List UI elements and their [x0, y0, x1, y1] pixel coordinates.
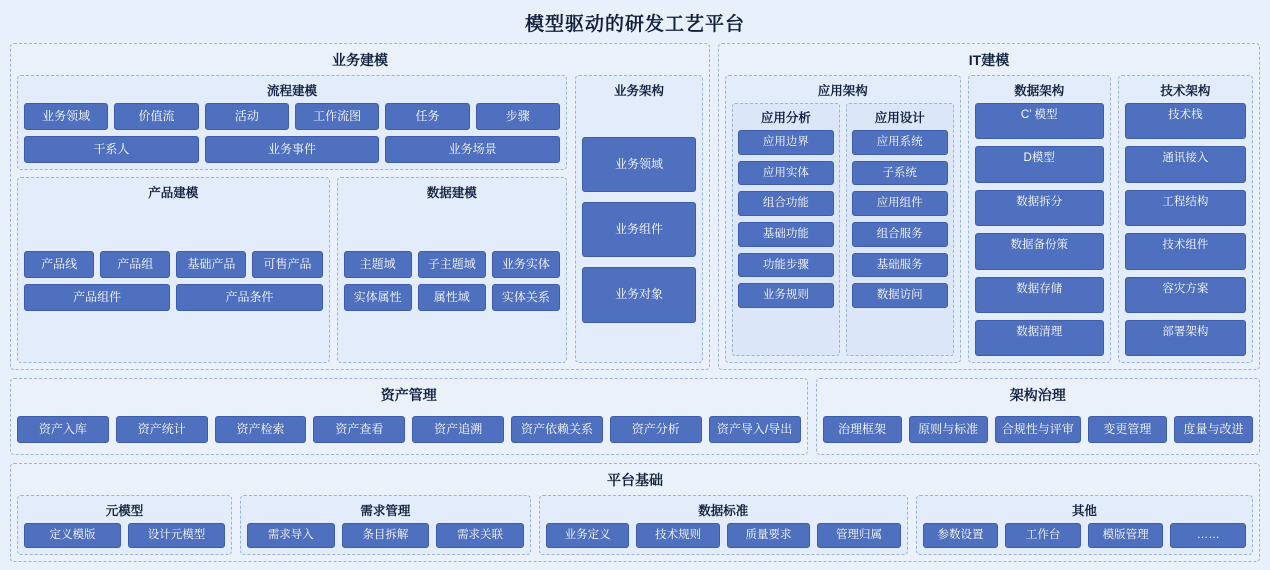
chip-workflow-diagram[interactable]: 工作流图	[295, 103, 379, 130]
chip-business-scenario[interactable]: 业务场景	[385, 136, 560, 163]
chip-product-condition[interactable]: 产品条件	[176, 284, 322, 311]
meta-model-group-wrap	[17, 495, 232, 555]
chip-item-breakdown[interactable]: 条目拆解	[342, 523, 430, 548]
chip-requirement-link[interactable]: 需求关联	[436, 523, 524, 548]
product-modeling-row-2	[24, 284, 323, 311]
chip-product-line[interactable]: 产品线	[24, 251, 94, 278]
chip-data-backup-policy[interactable]: 数据备份策	[975, 233, 1104, 269]
chip-engineering-structure[interactable]: 工程结构	[1125, 190, 1246, 226]
chip-d-model[interactable]: D模型	[975, 146, 1104, 182]
chip-data-access[interactable]: 数据访问	[852, 283, 948, 308]
chip-compliance-review[interactable]: 合规性与评审	[995, 416, 1081, 443]
chip-tech-stack[interactable]: 技术栈	[1125, 103, 1246, 139]
application-analysis-title: 应用分析	[760, 111, 811, 125]
chip-requirement-import[interactable]: 需求导入	[247, 523, 335, 548]
data-standard-group-wrap	[539, 495, 908, 555]
process-modeling-row-2	[24, 136, 560, 163]
application-analysis-group	[732, 103, 840, 356]
chip-basic-service[interactable]: 基础服务	[852, 253, 948, 278]
business-modeling-title: 业务建模	[332, 52, 388, 68]
chip-asset-search[interactable]: 资产检索	[215, 416, 307, 443]
process-modeling-row-1	[24, 103, 560, 130]
platform-foundation-title: 平台基础	[607, 472, 663, 489]
requirement-management-group-wrap	[240, 495, 531, 555]
architecture-governance-title: 架构治理	[1009, 387, 1066, 404]
it-modeling-title: IT建模	[968, 52, 1010, 68]
chip-entity-attribute[interactable]: 实体属性	[344, 284, 412, 311]
chip-basic-function[interactable]: 基础功能	[738, 222, 834, 247]
asset-management-panel	[10, 378, 808, 455]
chip-principles-standards[interactable]: 原则与标准	[909, 416, 988, 443]
chip-composite-function[interactable]: 组合功能	[738, 191, 834, 216]
asset-management-title: 资产管理	[380, 387, 437, 404]
chip-change-management[interactable]: 变更管理	[1088, 416, 1167, 443]
chip-product-group[interactable]: 产品组	[100, 251, 170, 278]
chip-business-rule[interactable]: 业务规则	[738, 283, 834, 308]
technical-architecture-group	[1118, 75, 1253, 363]
chip-business-event[interactable]: 业务事件	[205, 136, 380, 163]
data-architecture-group	[968, 75, 1111, 363]
chip-governance-framework[interactable]: 治理框架	[823, 416, 902, 443]
application-architecture-title: 应用架构	[817, 84, 868, 98]
chip-asset-analysis[interactable]: 资产分析	[610, 416, 702, 443]
chip-sellable-product[interactable]: 可售产品	[252, 251, 322, 278]
chip-parameter-settings[interactable]: 参数设置	[923, 523, 999, 548]
business-architecture-title: 业务架构	[613, 84, 664, 98]
chip-asset-view[interactable]: 资产查看	[313, 416, 405, 443]
chip-management-ownership[interactable]: 管理归属	[817, 523, 900, 548]
chip-quality-requirement[interactable]: 质量要求	[727, 523, 810, 548]
chip-measure-improve[interactable]: 度量与改进	[1174, 416, 1253, 443]
chip-data-storage[interactable]: 数据存储	[975, 277, 1104, 313]
data-modeling-row-2	[344, 284, 560, 311]
chip-template-management[interactable]: 模版管理	[1088, 523, 1164, 548]
chip-value-stream[interactable]: 价值流	[114, 103, 198, 130]
application-architecture-group	[725, 75, 961, 363]
chip-technical-rule[interactable]: 技术规则	[636, 523, 719, 548]
chip-define-template[interactable]: 定义模版	[24, 523, 121, 548]
chip-asset-intake[interactable]: 资产入库	[17, 416, 109, 443]
data-standard-group	[539, 495, 908, 555]
top-section	[10, 43, 1260, 370]
chip-activity[interactable]: 活动	[205, 103, 289, 130]
chip-disaster-recovery-plan[interactable]: 容灾方案	[1125, 277, 1246, 313]
business-architecture-column	[575, 75, 703, 363]
chip-step[interactable]: 步骤	[476, 103, 560, 130]
chip-subject-area[interactable]: 主题域	[344, 251, 412, 278]
process-modeling-title: 流程建模	[266, 84, 317, 98]
business-modeling-panel	[10, 43, 710, 370]
application-design-title: 应用设计	[874, 111, 925, 125]
chip-tech-component[interactable]: 技术组件	[1125, 233, 1246, 269]
chip-sub-subject-area[interactable]: 子主题域	[418, 251, 486, 278]
chip-ba-business-component[interactable]: 业务组件	[582, 202, 696, 257]
chip-data-split[interactable]: 数据拆分	[975, 190, 1104, 226]
product-modeling-title: 产品建模	[148, 186, 199, 201]
meta-model-title: 元模型	[105, 504, 144, 519]
data-standard-title: 数据标准	[698, 504, 749, 519]
architecture-governance-items	[823, 410, 1254, 448]
chip-application-system[interactable]: 应用系统	[852, 130, 948, 155]
chip-workbench[interactable]: 工作台	[1005, 523, 1081, 548]
data-modeling-group	[337, 177, 567, 363]
chip-function-step[interactable]: 功能步骤	[738, 253, 834, 278]
other-title: 其他	[1071, 504, 1097, 519]
chip-deployment-architecture[interactable]: 部署架构	[1125, 320, 1246, 356]
data-modeling-title: 数据建模	[426, 186, 477, 201]
chip-subsystem[interactable]: 子系统	[852, 161, 948, 186]
chip-application-entity[interactable]: 应用实体	[738, 161, 834, 186]
chip-ba-business-object[interactable]: 业务对象	[582, 267, 696, 322]
data-modeling-row-1	[344, 251, 560, 278]
other-group-wrap	[916, 495, 1253, 555]
chip-c-model[interactable]: C’ 模型	[975, 103, 1104, 139]
product-modeling-row-1	[24, 251, 323, 278]
data-architecture-title: 数据架构	[1014, 84, 1065, 98]
chip-business-domain[interactable]: 业务领域	[24, 103, 108, 130]
chip-business-definition[interactable]: 业务定义	[546, 523, 629, 548]
chip-task[interactable]: 任务	[385, 103, 469, 130]
chip-asset-statistics[interactable]: 资产统计	[116, 416, 208, 443]
chip-asset-import-export[interactable]: 资产导入/导出	[709, 416, 801, 443]
chip-ba-business-domain[interactable]: 业务领域	[582, 137, 696, 192]
technical-architecture-title: 技术架构	[1160, 84, 1211, 98]
page-title: 模型驱动的研发工艺平台	[524, 14, 745, 35]
chip-more[interactable]: ……	[1170, 523, 1246, 548]
chip-attribute-domain[interactable]: 属性域	[418, 284, 486, 311]
chip-design-meta-model[interactable]: 设计元模型	[128, 523, 225, 548]
chip-composite-service[interactable]: 组合服务	[852, 222, 948, 247]
requirement-management-title: 需求管理	[360, 504, 411, 519]
asset-management-items	[17, 410, 801, 448]
other-group	[916, 495, 1253, 555]
chip-entity-relation[interactable]: 实体关系	[492, 284, 560, 311]
chip-stakeholder[interactable]: 干系人	[24, 136, 199, 163]
chip-business-entity[interactable]: 业务实体	[492, 251, 560, 278]
it-modeling-panel	[718, 43, 1260, 370]
chip-asset-trace[interactable]: 资产追溯	[412, 416, 504, 443]
middle-section	[10, 378, 1260, 455]
architecture-governance-panel	[816, 378, 1261, 455]
product-modeling-group	[17, 177, 330, 363]
chip-application-boundary[interactable]: 应用边界	[738, 130, 834, 155]
platform-foundation-panel	[10, 463, 1260, 562]
application-design-group	[846, 103, 954, 356]
chip-application-component[interactable]: 应用组件	[852, 191, 948, 216]
requirement-management-group	[240, 495, 531, 555]
chip-asset-dependency[interactable]: 资产依赖关系	[511, 416, 603, 443]
meta-model-group	[17, 495, 232, 555]
chip-base-product[interactable]: 基础产品	[176, 251, 246, 278]
chip-communication-access[interactable]: 通讯接入	[1125, 146, 1246, 182]
process-modeling-group	[17, 75, 567, 170]
chip-data-cleanup[interactable]: 数据清理	[975, 320, 1104, 356]
chip-product-component[interactable]: 产品组件	[24, 284, 170, 311]
business-architecture-group	[575, 75, 703, 363]
